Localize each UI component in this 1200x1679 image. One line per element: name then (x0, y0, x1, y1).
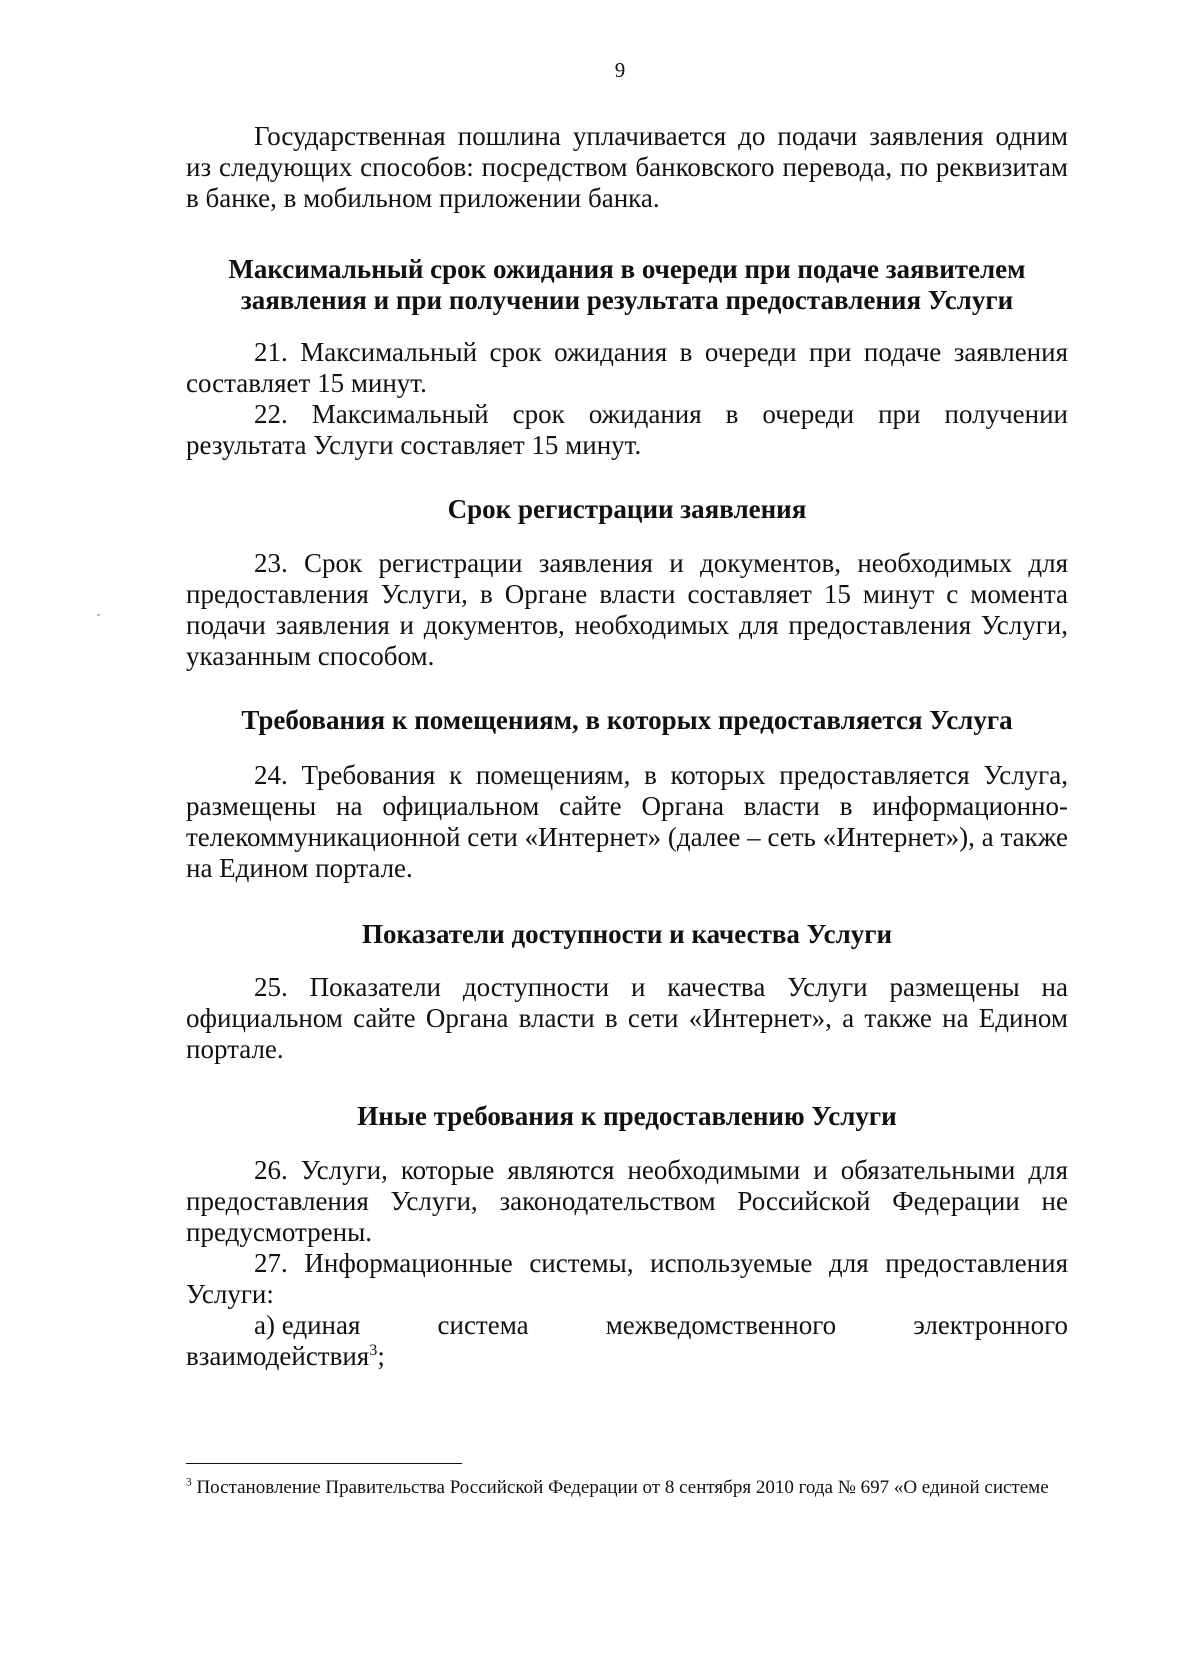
page-number: 9 (614, 58, 626, 82)
list-item-a-word-2: система (437, 1310, 529, 1340)
footnote-mark: 3 (186, 1476, 192, 1489)
footnote-reference[interactable]: 3 (369, 1341, 378, 1359)
section-body-accessibility (186, 972, 1068, 1065)
section-body-registration-time (186, 548, 1068, 672)
paragraph-27: 27. Информационные системы, используемые для предоставления Услуги: (186, 1248, 1068, 1309)
section-heading-registration-time: Срок регистрации заявления (447, 494, 807, 524)
list-item-a-word-1: а) единая (254, 1310, 361, 1340)
section-body-other-requirements (186, 1155, 1068, 1372)
paragraph-25: 25. Показатели доступности и качества Услуги размещены на официальном сайте Органа власти в сети «Интернет», а также на Едином портале. (186, 972, 1068, 1064)
paragraph-24: 24. Требования к помещениям, в которых предоставляется Услуга, размещены на официальном сайте Органа власти в информационно-телекоммуникационной сети «Интернет» (далее – сеть «Интернет»), а также на Едином портале. (186, 760, 1068, 883)
list-item-a-word-3: межведомственного (605, 1310, 837, 1340)
paragraph-21: 21. Максимальный срок ожидания в очереди при подаче заявления составляет 15 минут. (186, 337, 1068, 398)
paragraph-22: 22. Максимальный срок ожидания в очереди при получении результата Услуги составляет 15 минут. (186, 399, 1068, 460)
list-item-a-trailing: ; (377, 1341, 385, 1371)
section-heading-premises: Требования к помещениям, в которых предоставляется Услуга (241, 705, 1013, 735)
list-item-a-word-4: электронного (913, 1310, 1068, 1340)
section-heading-queue-time: Максимальный срок ожидания в очереди при подаче заявителем заявления и при получении результата предоставления Услуги (228, 254, 1026, 315)
section-heading-other-requirements: Иные требования к предоставлению Услуги (357, 1101, 897, 1131)
list-item-a-second-line (186, 1341, 1068, 1372)
list-item-a-first-line (186, 1310, 1068, 1341)
section-heading-accessibility: Показатели доступности и качества Услуги (361, 919, 893, 949)
section-body-premises (186, 760, 1068, 884)
footnote-separator (186, 1463, 462, 1464)
scan-speck (97, 614, 100, 616)
intro-paragraph-block (186, 121, 1068, 214)
section-body-queue-time (186, 337, 1068, 461)
list-item-a-continuation: взаимодействия (186, 1341, 370, 1371)
footnote (186, 1477, 1086, 1499)
intro-paragraph: Государственная пошлина уплачивается до подачи заявления одним из следующих способов: посредством банковского перевода, по реквизитам в банке, в мобильном приложении банка. (186, 121, 1068, 213)
paragraph-26: 26. Услуги, которые являются необходимыми и обязательными для предоставления Услуги, законодательством Российской Федерации не предусмотрены. (186, 1155, 1068, 1247)
paragraph-23: 23. Срок регистрации заявления и документов, необходимых для предоставления Услуги, в Органе власти составляет 15 минут с момента подачи заявления и документов, необходимых для предоставления Услуги, указанным способом. (186, 548, 1068, 671)
footnote-text: Постановление Правительства Российской Федерации от 8 сентября 2010 года № 697 «О единой системе (196, 1477, 1049, 1498)
